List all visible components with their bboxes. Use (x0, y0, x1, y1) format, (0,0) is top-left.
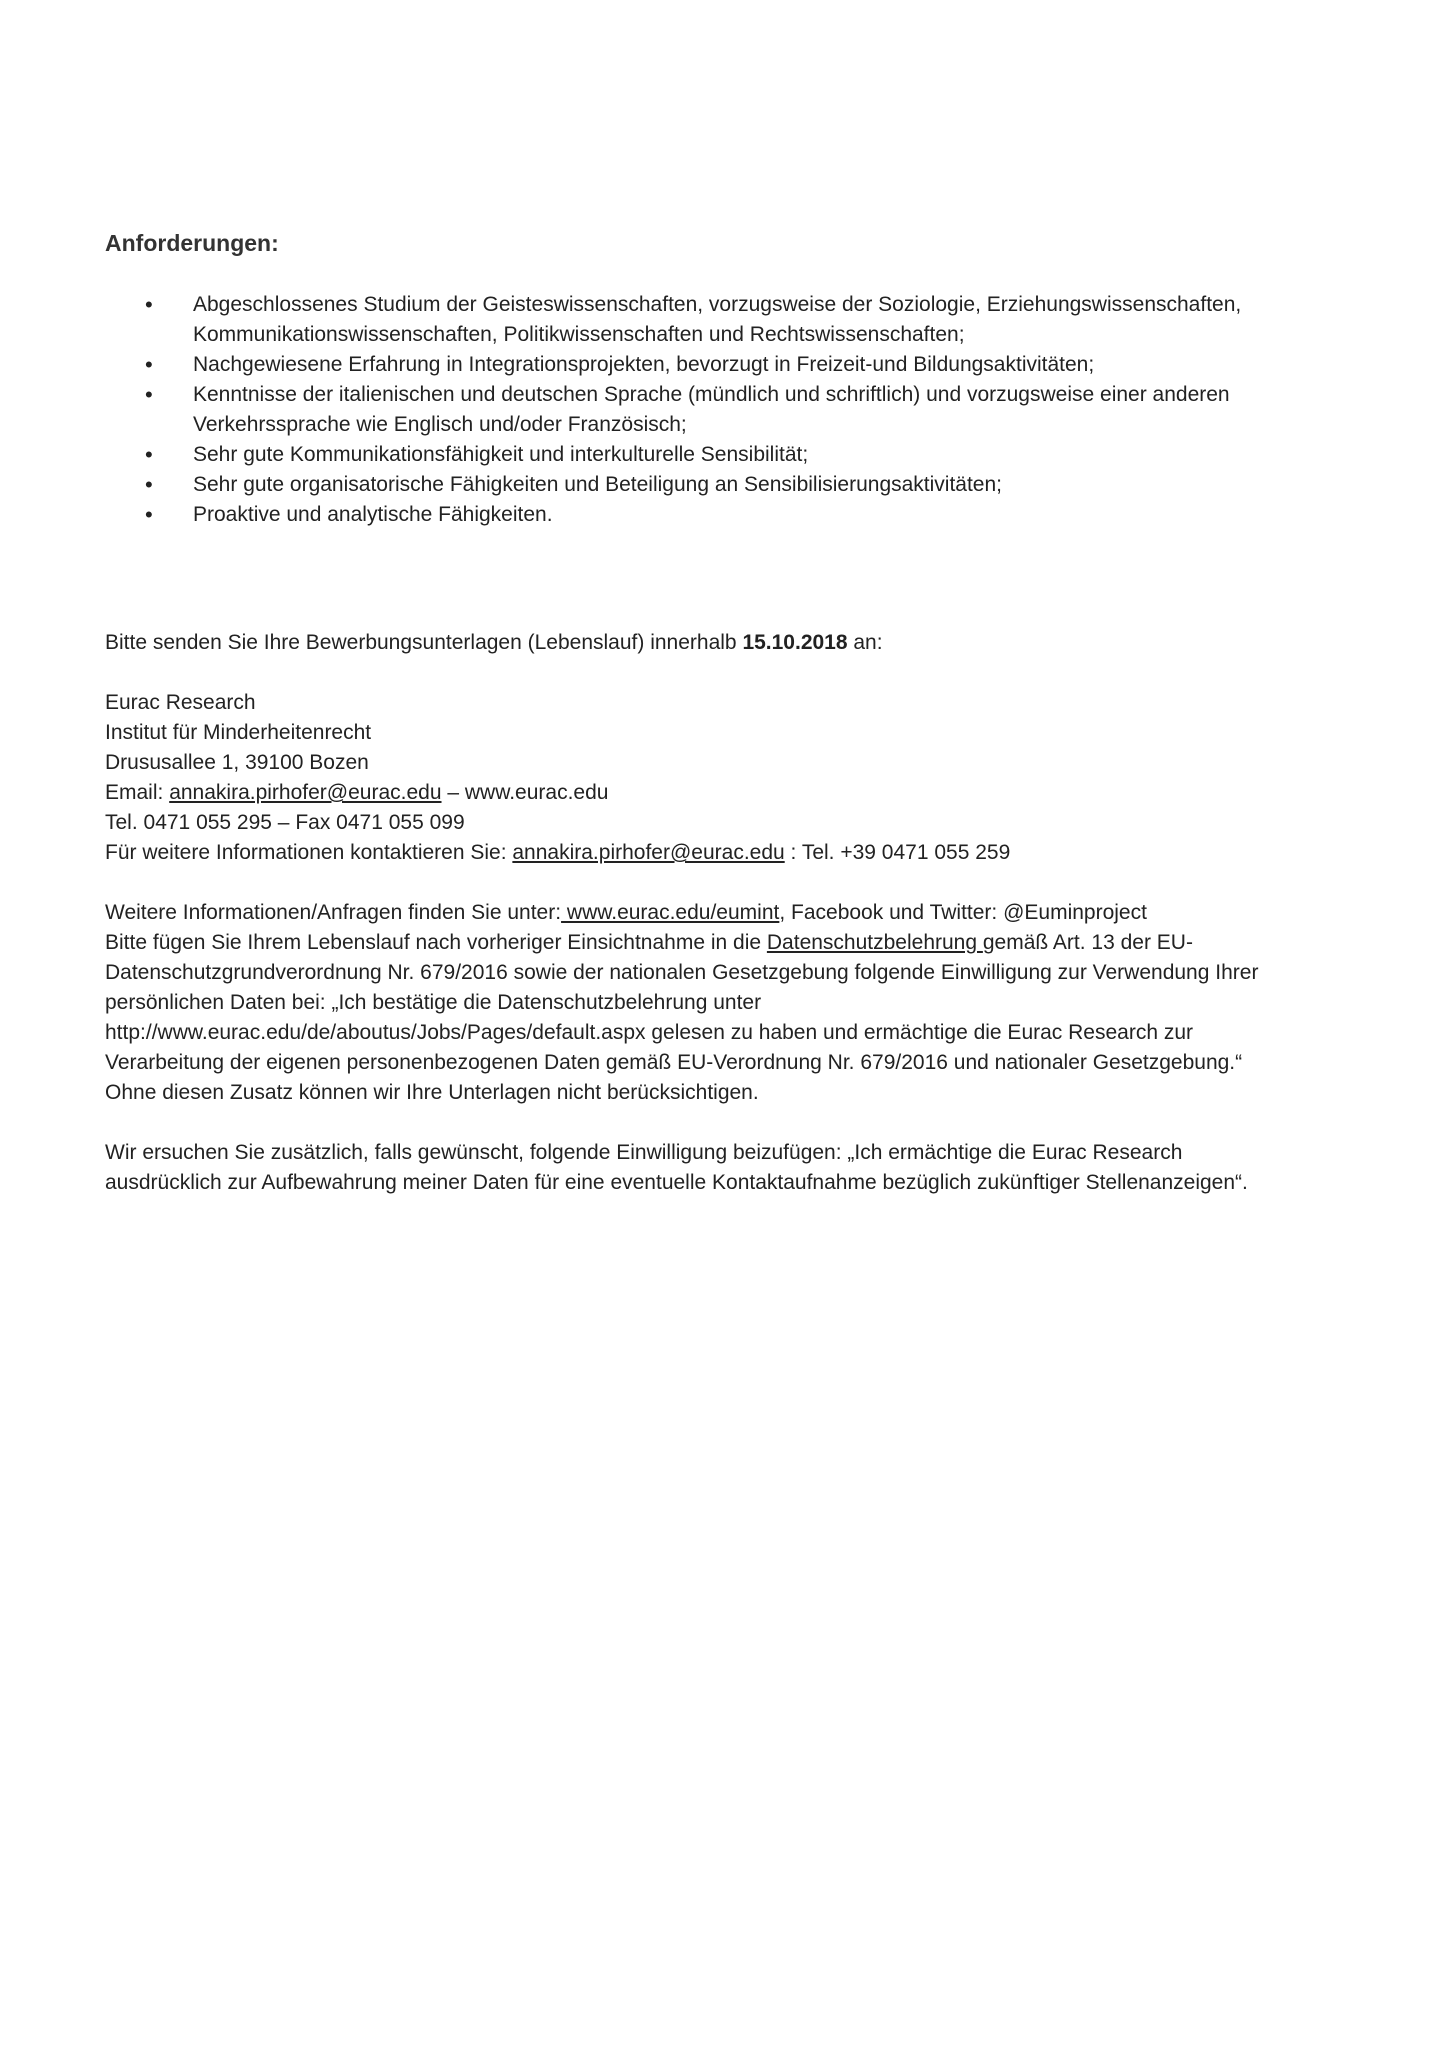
requirements-list (105, 290, 1365, 530)
requirement-item (105, 290, 1365, 350)
info-block (105, 898, 1365, 1108)
privacy-notice-link[interactable]: Datenschutzbelehrung (766, 931, 983, 954)
consent-block (105, 1138, 1365, 1198)
info-line: Ohne diesen Zusatz können wir Ihre Unterlagen nicht berücksichtigen. (105, 1081, 759, 1104)
contact-phone-fax: Tel. 0471 055 295 – Fax 0471 055 099 (105, 811, 465, 834)
info-text: Bitte fügen Sie Ihrem Lebenslauf nach vorheriger Einsichtnahme in die (105, 931, 767, 954)
contact-more-line (105, 838, 1365, 868)
consent-line: Wir ersuchen Sie zusätzlich, falls gewünscht, folgende Einwilligung beizufügen: „Ich ermächtige die Eurac Research (105, 1141, 1183, 1164)
website-text: – www.eurac.edu (441, 781, 609, 804)
requirement-line: Kommunikationswissenschaften, Politikwissenschaften und Rechtswissenschaften; (193, 323, 965, 346)
deadline-date: 15.10.2018 (742, 631, 848, 654)
application-instruction (105, 628, 1365, 658)
requirement-line: • Sehr gute organisatorische Fähigkeiten und Beteiligung an Sensibilisierungsaktivitäten; (193, 473, 1003, 496)
requirement-item (105, 350, 1365, 380)
requirement-line: • Kenntnisse der italienischen und deutschen Sprache (mündlich und schriftlich) und vorzugsweise einer anderen (193, 383, 1230, 406)
requirement-line: Verkehrssprache wie Englisch und/oder Französisch; (193, 413, 687, 436)
info-line (105, 898, 1365, 928)
info-line: Datenschutzgrundverordnung Nr. 679/2016 sowie der nationalen Gesetzgebung folgende Einwilligung zur Verwendung Ihrer (105, 961, 1259, 984)
more-label: Für weitere Informationen kontaktieren Sie: (105, 841, 513, 864)
consent-line: ausdrücklich zur Aufbewahrung meiner Daten für eine eventuelle Kontaktaufnahme bezüglich zukünftiger Stellenanzeigen“. (105, 1171, 1248, 1194)
application-text: Bitte senden Sie Ihre Bewerbungsunterlagen (Lebenslauf) innerhalb (105, 631, 743, 654)
eumint-link[interactable]: www.eurac.edu/eumint (561, 901, 780, 924)
contact-address: Drususallee 1, 39100 Bozen (105, 751, 369, 774)
requirement-line: • Sehr gute Kommunikationsfähigkeit und interkulturelle Sensibilität; (193, 443, 809, 466)
requirement-item (105, 500, 1365, 530)
application-text-end: an: (847, 631, 883, 654)
info-line: Verarbeitung der eigenen personenbezogenen Daten gemäß EU-Verordnung Nr. 679/2016 und nationaler Gesetzgebung.“ (105, 1051, 1243, 1074)
requirement-item (105, 440, 1365, 470)
contact-institute: Institut für Minderheitenrecht (105, 721, 372, 744)
requirement-item (105, 470, 1365, 500)
info-line: persönlichen Daten bei: „Ich bestätige die Datenschutzbelehrung unter (105, 991, 762, 1014)
section-heading: Anforderungen: (105, 230, 279, 256)
info-line: http://www.eurac.edu/de/aboutus/Jobs/Pages/default.aspx gelesen zu haben und ermächtige die Eurac Research zur (105, 1021, 1194, 1044)
email-label: Email: (105, 781, 170, 804)
requirement-item (105, 380, 1365, 440)
contact-block (105, 688, 1365, 868)
more-email-link[interactable]: annakira.pirhofer@eurac.edu (512, 841, 785, 864)
requirement-line: • Abgeschlossenes Studium der Geisteswissenschaften, vorzugsweise der Soziologie, Erziehungswissenschaften, (193, 293, 1242, 316)
requirement-line: • Proaktive und analytische Fähigkeiten. (193, 503, 553, 526)
contact-org: Eurac Research (105, 691, 256, 714)
more-tel: : Tel. +39 0471 055 259 (784, 841, 1011, 864)
info-text: , Facebook und Twitter: @Euminproject (779, 901, 1147, 924)
email-link[interactable]: annakira.pirhofer@eurac.edu (169, 781, 442, 804)
info-line (105, 928, 1365, 958)
info-text: Weitere Informationen/Anfragen finden Sie unter: (105, 901, 562, 924)
info-text: gemäß Art. 13 der EU- (982, 931, 1193, 954)
contact-email-line (105, 778, 1365, 808)
requirement-line: • Nachgewiesene Erfahrung in Integrationsprojekten, bevorzugt in Freizeit-und Bildungsaktivitäten; (193, 353, 1095, 376)
